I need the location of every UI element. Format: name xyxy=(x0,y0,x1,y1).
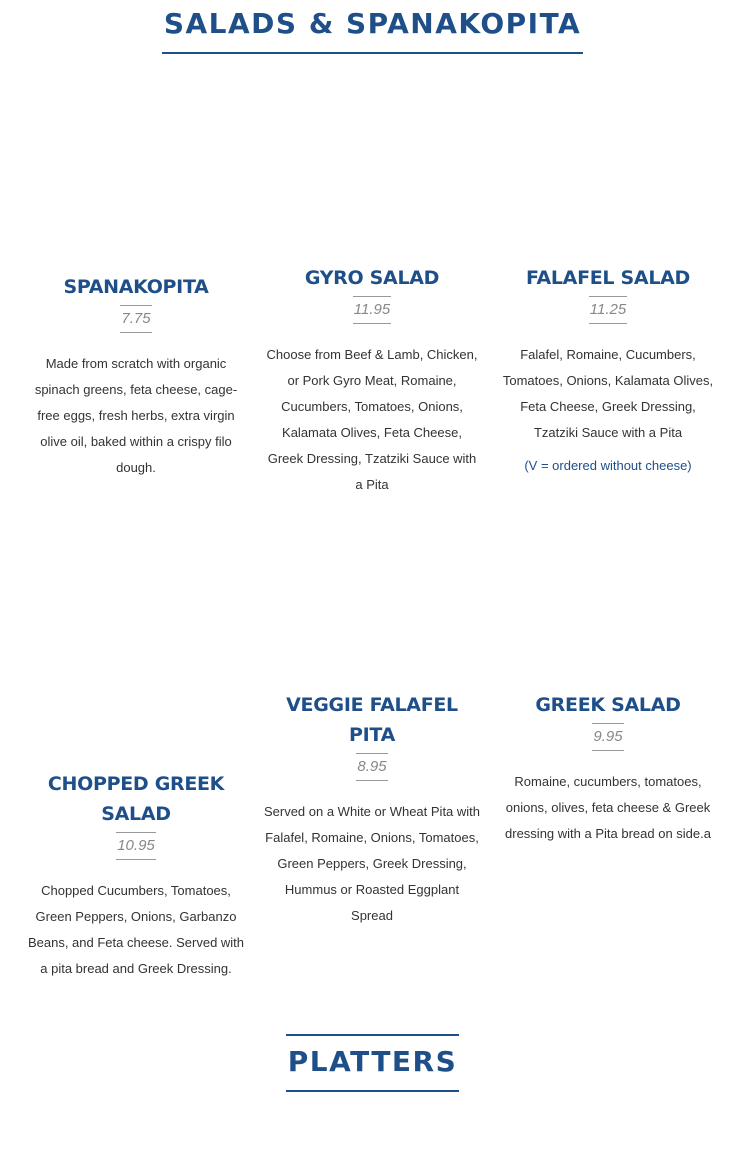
item-price: 7.75 xyxy=(120,305,151,333)
item-price: 10.95 xyxy=(116,832,156,860)
item-price: 11.25 xyxy=(589,296,627,324)
item-name: CHOPPED GREEK SALAD xyxy=(47,773,225,825)
salads-heading: SALADS & SPANAKOPITA xyxy=(162,6,583,54)
item-price: 11.95 xyxy=(353,296,391,324)
item-description: Chopped Cucumbers, Tomatoes, Green Peppers, Onions, Garbanzo Beans, and Feta cheese. Served with a pita bread and Greek Dressing. xyxy=(27,883,245,976)
menu-item-spanakopita xyxy=(27,272,245,481)
item-description: Choose from Beef & Lamb, Chicken, or Pork Gyro Meat, Romaine, Cucumbers, Tomatoes, Onions, Kalamata Olives, Feta Cheese, Greek Dressing, Tzatziki Sauce with a Pita xyxy=(266,347,478,492)
item-name: GYRO SALAD xyxy=(304,267,440,289)
item-name: FALAFEL SALAD xyxy=(525,267,691,289)
item-note-vegetarian: (V = ordered without cheese) xyxy=(524,458,692,473)
item-name: SPANAKOPITA xyxy=(63,276,209,298)
section-title-platters xyxy=(0,1034,745,1092)
platters-heading: PLATTERS xyxy=(286,1034,460,1092)
item-name: VEGGIE FALAFEL PITA xyxy=(286,694,458,746)
item-price: 8.95 xyxy=(356,753,387,781)
section-title-salads xyxy=(0,6,745,54)
item-description: Made from scratch with organic spinach greens, feta cheese, cage-free eggs, fresh herbs, extra virgin olive oil, baked within a crispy filo dough. xyxy=(34,356,238,475)
menu-item-veggie-falafel-pita xyxy=(263,690,481,929)
menu-item-chopped-greek-salad xyxy=(27,769,245,982)
item-description: Served on a White or Wheat Pita with Falafel, Romaine, Onions, Tomatoes, Green Peppers, Greek Dressing, Hummus or Roasted Eggplant Spread xyxy=(263,804,481,923)
menu-item-falafel-salad xyxy=(499,263,717,476)
item-name: GREEK SALAD xyxy=(535,694,681,716)
menu-item-greek-salad xyxy=(499,690,717,847)
menu-item-gyro-salad xyxy=(263,263,481,498)
item-description: Romaine, cucumbers, tomatoes, onions, olives, feta cheese & Greek dressing with a Pita bread on side.a xyxy=(505,774,711,841)
item-price: 9.95 xyxy=(592,723,623,751)
item-description: Falafel, Romaine, Cucumbers, Tomatoes, Onions, Kalamata Olives, Feta Cheese, Greek Dressing, Tzatziki Sauce with a Pita xyxy=(502,347,714,440)
